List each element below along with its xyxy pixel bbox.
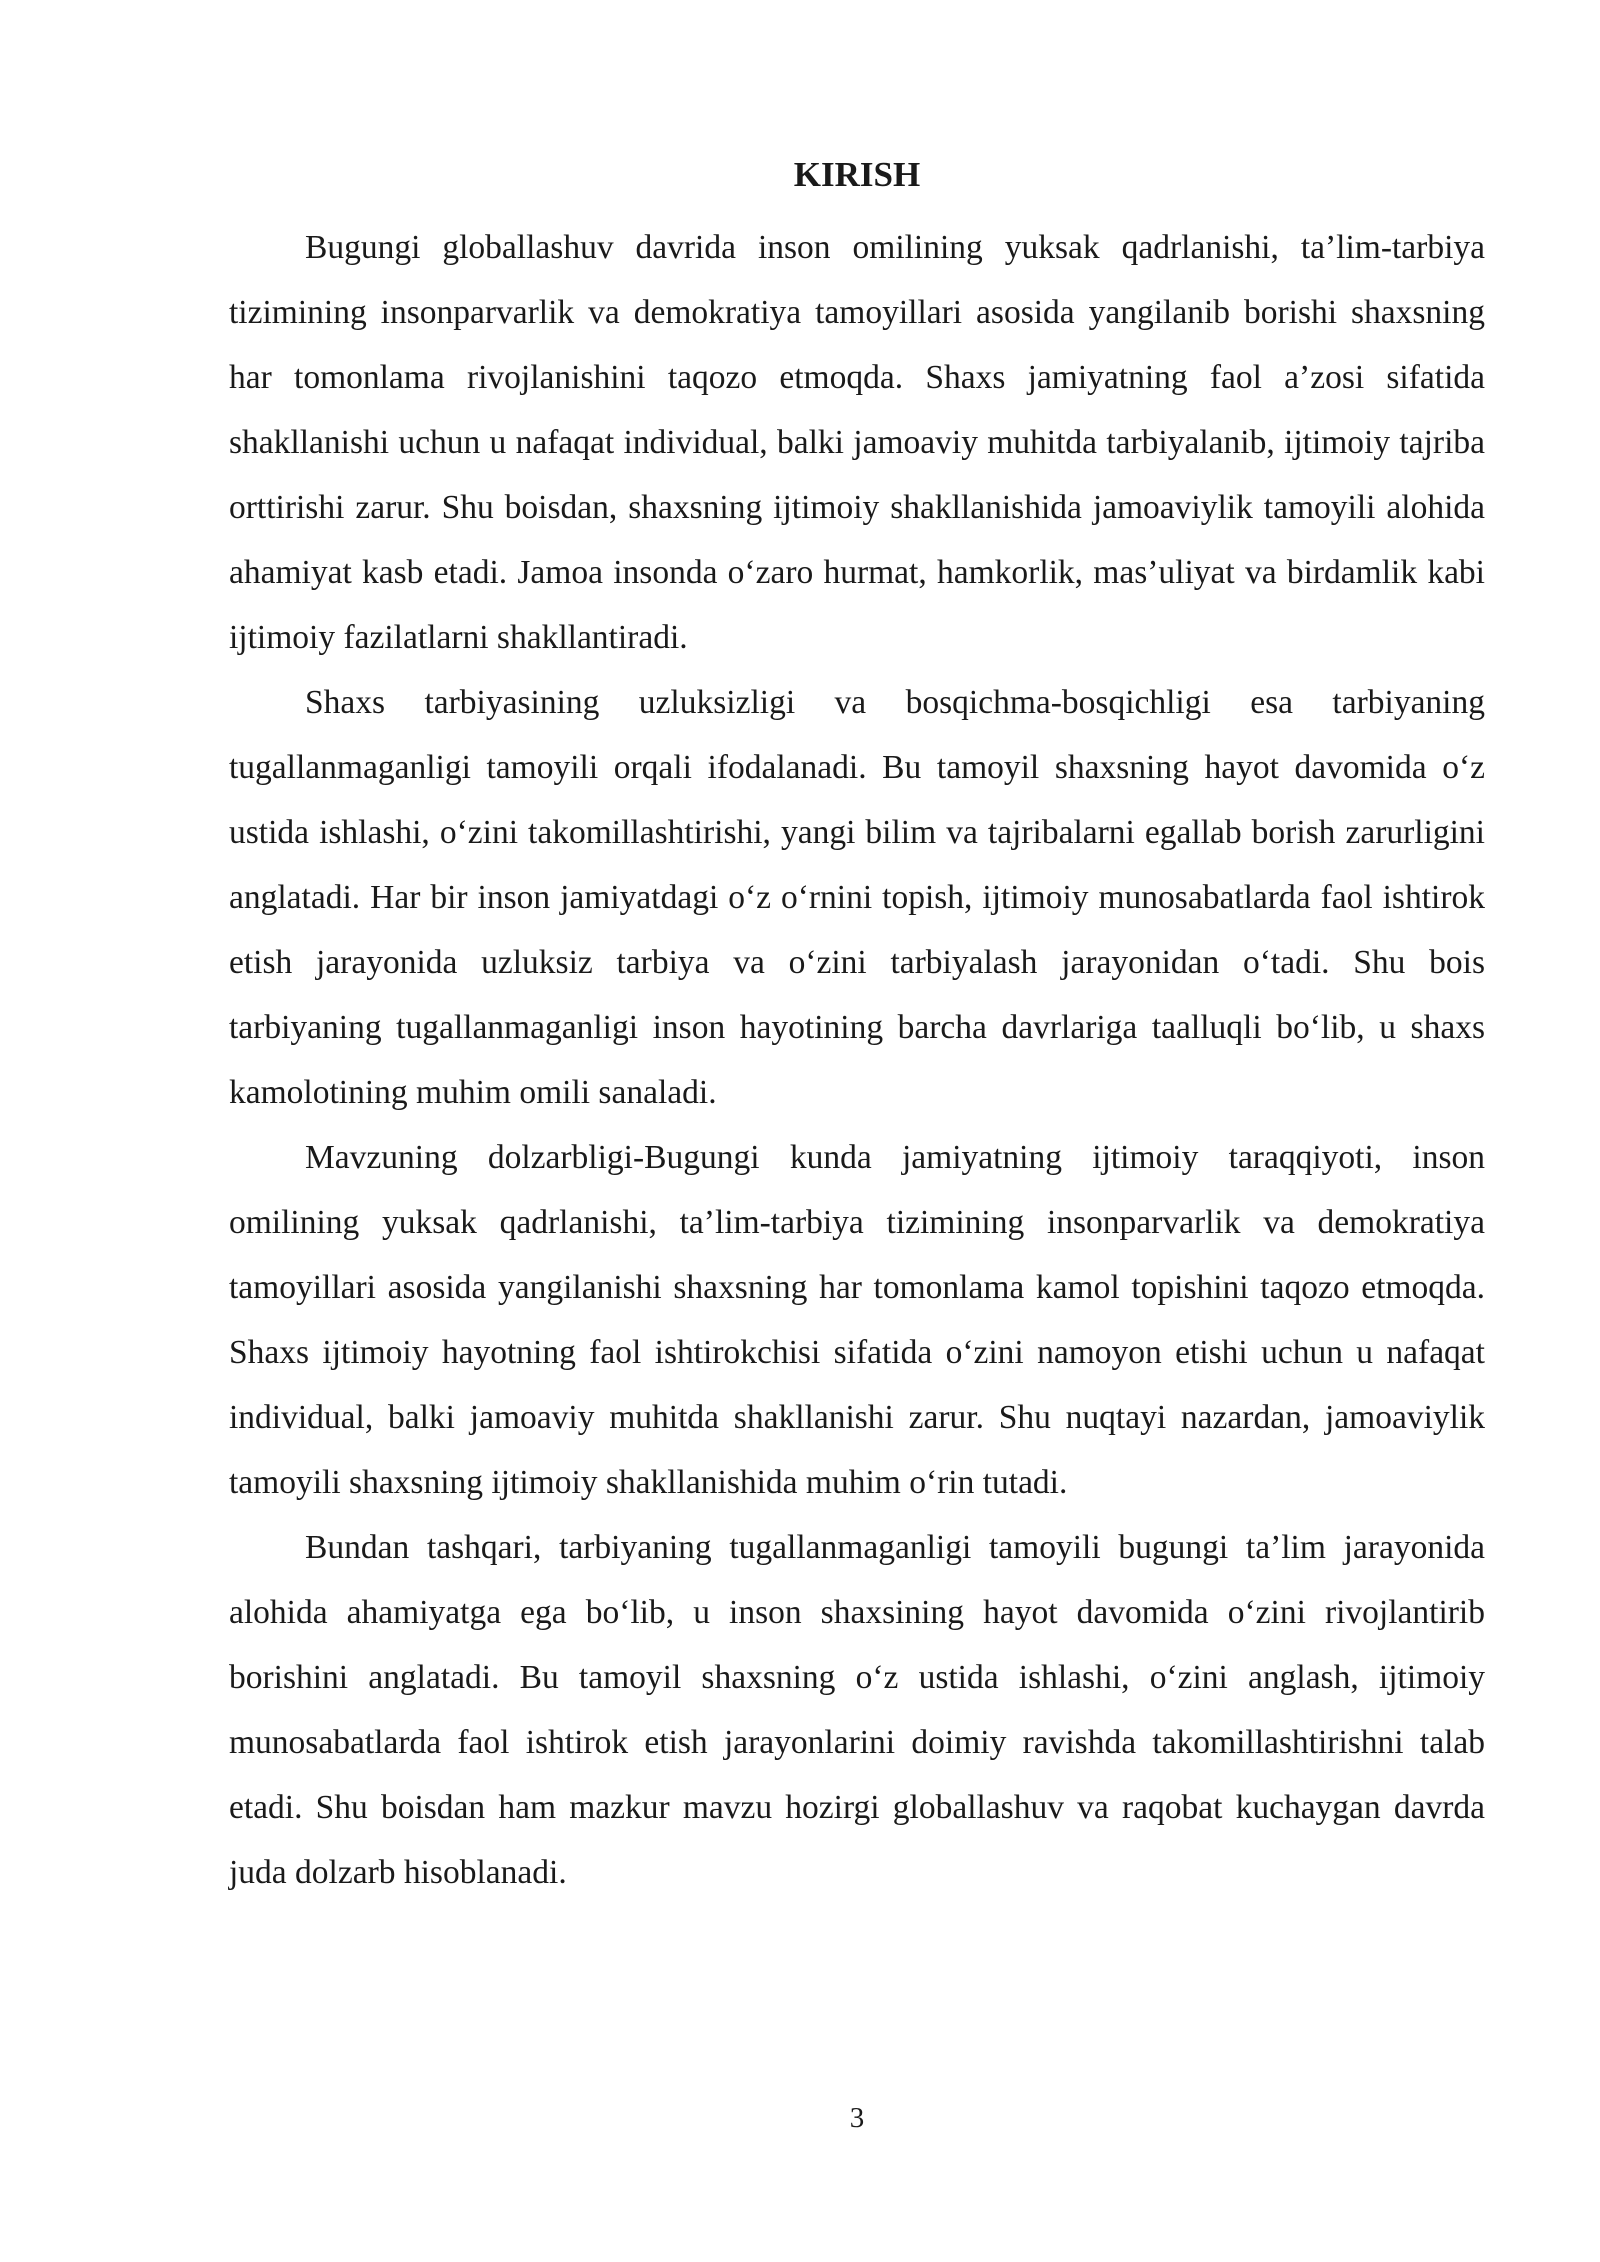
page-number: 3 (849, 2102, 865, 2134)
paragraph-4: Bundan tashqari, tarbiyaning tugallanmaganligi tamoyili bugungi ta’lim jarayonida alohida ahamiyatga ega bo‘lib, u inson shaxsining hayot davomida o‘zini rivojlantirib borishini anglatadi. Bu tamoyil shaxsning o‘z ustida ishlashi, o‘zini anglash, ijtimoiy munosabatlarda faol ishtirok etish jarayonlarini doimiy ravishda takomillashtirishni talab etadi. Shu boisdan ham mazkur mavzu hozirgi globallashuv va raqobat kuchaygan davrda juda dolzarb hisoblanadi. (229, 1529, 1485, 1891)
paragraph-3: Mavzuning dolzarbligi-Bugungi kunda jamiyatning ijtimoiy taraqqiyoti, inson omilining yuksak qadrlanishi, ta’lim-tarbiya tizimining insonparvarlik va demokratiya tamoyillari asosida yangilanishi shaxsning har tomonlama kamol topishini taqozo etmoqda. Shaxs ijtimoiy hayotning faol ishtirokchisi sifatida o‘zini namoyon etishi uchun u nafaqat individual, balki jamoaviy muhitda shakllanishi zarur. Shu nuqtayi nazardan, jamoaviylik tamoyili shaxsning ijtimoiy shakllanishida muhim o‘rin tutadi. (229, 1139, 1485, 1501)
paragraph-1: Bugungi globallashuv davrida inson omilining yuksak qadrlanishi, ta’lim-tarbiya tizimining insonparvarlik va demokratiya tamoyillari asosida yangilanib borishi shaxsning har tomonlama rivojlanishini taqozo etmoqda. Shaxs jamiyatning faol a’zosi sifatida shakllanishi uchun u nafaqat individual, balki jamoaviy muhitda tarbiyalanib, ijtimoiy tajriba orttirishi zarur. Shu boisdan, shaxsning ijtimoiy shakllanishida jamoaviylik tamoyili alohida ahamiyat kasb etadi. Jamoa insonda o‘zaro hurmat, hamkorlik, mas’uliyat va birdamlik kabi ijtimoiy fazilatlarni shakllantiradi. (229, 229, 1485, 656)
paragraph-2: Shaxs tarbiyasining uzluksizligi va bosqichma-bosqichligi esa tarbiyaning tugallanmaganligi tamoyili orqali ifodalanadi. Bu tamoyil shaxsning hayot davomida o‘z ustida ishlashi, o‘zini takomillashtirishi, yangi bilim va tajribalarni egallab borish zarurligini anglatadi. Har bir inson jamiyatdagi o‘z o‘rnini topish, ijtimoiy munosabatlarda faol ishtirok etish jarayonida uzluksiz tarbiya va o‘zini tarbiyalash jarayonidan o‘tadi. Shu bois tarbiyaning tugallanmaganligi inson hayotining barcha davrlariga taalluqli bo‘lib, u shaxs kamolotining muhim omili sanaladi. (229, 684, 1485, 1111)
section-title: KIRISH (793, 155, 921, 194)
body-text (229, 215, 1485, 1905)
